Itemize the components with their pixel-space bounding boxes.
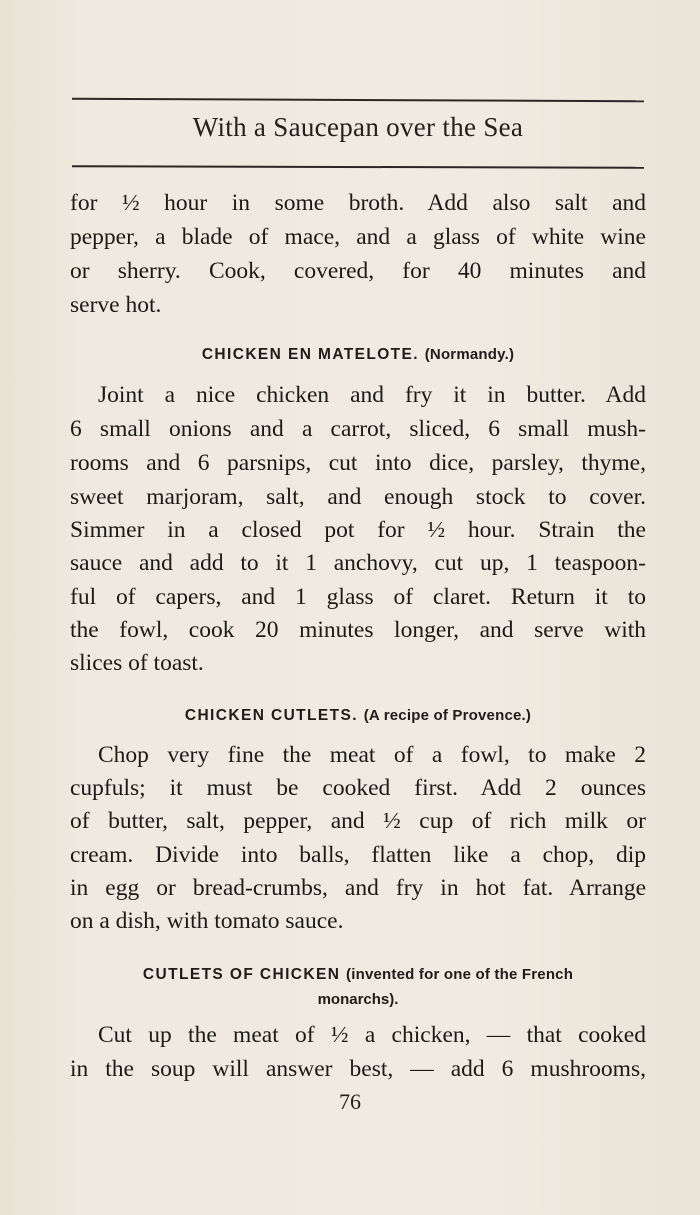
text-line: Chop very fine the meat of a fowl, to make 2: [98, 742, 646, 768]
recipe-title: CHICKEN EN MATELOTE.: [201, 346, 419, 363]
text-line: of butter, salt, pepper, and ½ cup of rich milk or: [70, 808, 646, 834]
text-line: 6 small onions and a carrot, sliced, 6 small mush-: [70, 416, 646, 442]
recipe-subtitle: (invented for one of the French: [346, 966, 574, 983]
text-line: sweet marjoram, salt, and enough stock to cover.: [70, 484, 646, 510]
text-line: sauce and add to it 1 anchovy, cut up, 1 teaspoon-: [70, 550, 646, 576]
text-line: in the soup will answer best, — add 6 mushrooms,: [70, 1056, 646, 1082]
recipe-heading: [70, 707, 646, 725]
recipe-heading: [70, 966, 646, 984]
recipe-subtitle: (Normandy.): [424, 346, 515, 363]
text-line: Cut up the meat of ½ a chicken, — that cooked: [98, 1022, 646, 1048]
page-number: 76: [339, 1089, 361, 1114]
text-line: on a dish, with tomato sauce.: [70, 908, 344, 934]
text-line: Joint a nice chicken and fry it in butter. Add: [98, 382, 646, 408]
header-rule-bottom: [72, 165, 644, 168]
text-line: ful of capers, and 1 glass of claret. Return it to: [70, 584, 646, 610]
text-line: cream. Divide into balls, flatten like a chop, dip: [70, 842, 646, 868]
running-head: With a Saucepan over the Sea: [192, 112, 524, 142]
text-line: in egg or bread-crumbs, and fry in hot fat. Arrange: [70, 875, 646, 901]
text-line: slices of toast.: [70, 650, 204, 676]
text-line: cupfuls; it must be cooked first. Add 2 ounces: [70, 775, 646, 801]
recipe-title: CHICKEN CUTLETS.: [184, 707, 358, 724]
header-rule-top: [72, 98, 644, 102]
recipe-heading: [70, 346, 646, 364]
text-line: for ½ hour in some broth. Add also salt and: [70, 190, 646, 216]
recipe-subtitle: (A recipe of Provence.): [363, 707, 532, 724]
text-line: pepper, a blade of mace, and a glass of white wine: [70, 224, 646, 250]
text-line: the fowl, cook 20 minutes longer, and serve with: [70, 617, 646, 643]
text-line: Simmer in a closed pot for ½ hour. Strain the: [70, 517, 646, 543]
text-line: rooms and 6 parsnips, cut into dice, parsley, thyme,: [70, 450, 646, 476]
text-line: serve hot.: [70, 292, 162, 318]
recipe-title: CUTLETS OF CHICKEN: [142, 966, 341, 983]
recipe-subtitle-continued: monarchs).: [317, 991, 399, 1008]
text-line: or sherry. Cook, covered, for 40 minutes and: [70, 258, 646, 284]
